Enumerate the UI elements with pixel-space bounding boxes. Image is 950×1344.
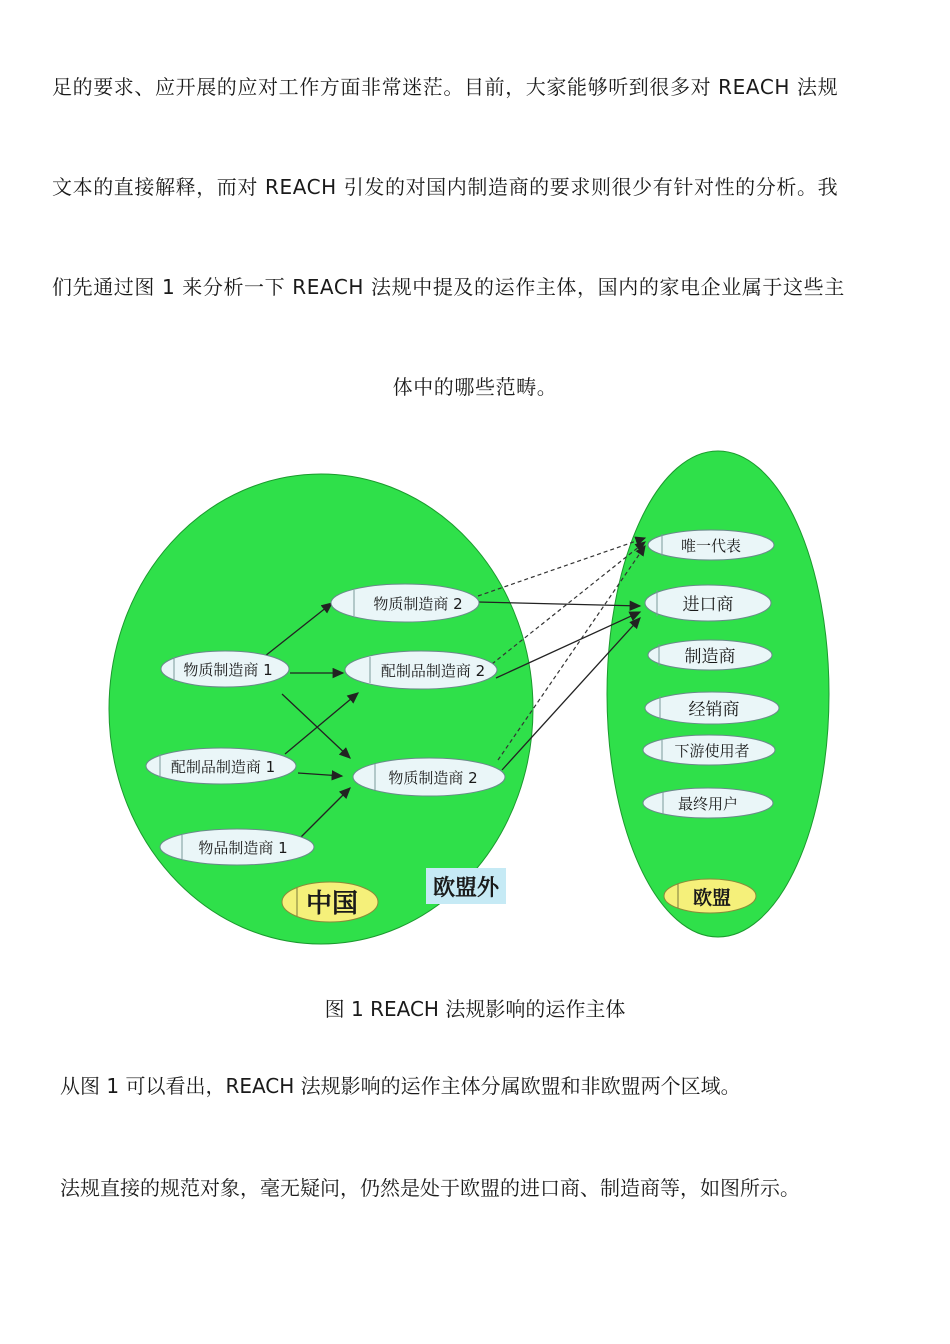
svg-text:欧盟: 欧盟 [692, 887, 732, 909]
svg-text:物质制造商 1: 物质制造商 1 [183, 661, 273, 679]
intro-line-1: 足的要求、应开展的应对工作方面非常迷茫。目前，大家能够听到很多对 REACH 法规 [52, 75, 839, 99]
china-label [282, 882, 378, 922]
svg-text:进口商: 进口商 [682, 595, 734, 615]
svg-text:经销商: 经销商 [688, 700, 740, 720]
svg-text:制造商: 制造商 [684, 647, 736, 667]
svg-text:欧盟外: 欧盟外 [432, 876, 500, 901]
china-node-substance-1 [161, 651, 289, 687]
eu-node-end-user [643, 788, 773, 818]
svg-text:下游使用者: 下游使用者 [674, 742, 750, 760]
reach-entities-diagram [100, 438, 840, 948]
middle-node-substance-2-top [331, 584, 479, 622]
svg-text:最终用户: 最终用户 [677, 795, 739, 813]
eu-node-downstream-user [643, 735, 775, 765]
china-node-article-1 [160, 829, 314, 865]
outside-eu-label [426, 868, 506, 904]
intro-line-2: 文本的直接解释，而对 REACH 引发的对国内制造商的要求则很少有针对性的分析。我 [52, 175, 839, 199]
body-paragraph-2: 法规直接的规范对象，毫无疑问，仍然是处于欧盟的进口商、制造商等，如图所示。 [60, 1176, 800, 1200]
svg-text:物品制造商 1: 物品制造商 1 [198, 839, 288, 857]
svg-text:配制品制造商 1: 配制品制造商 1 [170, 758, 276, 776]
china-node-preparation-1 [146, 748, 296, 784]
svg-text:配制品制造商 2: 配制品制造商 2 [380, 662, 486, 680]
svg-text:唯一代表: 唯一代表 [680, 537, 742, 555]
eu-node-manufacturer [648, 640, 772, 670]
eu-label [664, 879, 756, 913]
intro-line-4: 体中的哪些范畴。 [392, 375, 558, 399]
svg-text:物质制造商 2: 物质制造商 2 [388, 769, 478, 787]
intro-line-3: 们先通过图 1 来分析一下 REACH 法规中提及的运作主体，国内的家电企业属于这些主 [52, 275, 845, 299]
eu-node-distributor [645, 692, 779, 724]
eu-node-importer [645, 585, 771, 621]
middle-node-substance-2-bottom [353, 758, 505, 796]
svg-text:物质制造商 2: 物质制造商 2 [373, 595, 463, 613]
middle-node-preparation-2 [345, 651, 497, 689]
eu-node-sole-representative [648, 530, 774, 560]
figure-caption: 图 1 REACH 法规影响的运作主体 [324, 997, 626, 1021]
body-paragraph-1: 从图 1 可以看出，REACH 法规影响的运作主体分属欧盟和非欧盟两个区域。 [60, 1074, 741, 1098]
svg-text:中国: 中国 [305, 889, 359, 919]
